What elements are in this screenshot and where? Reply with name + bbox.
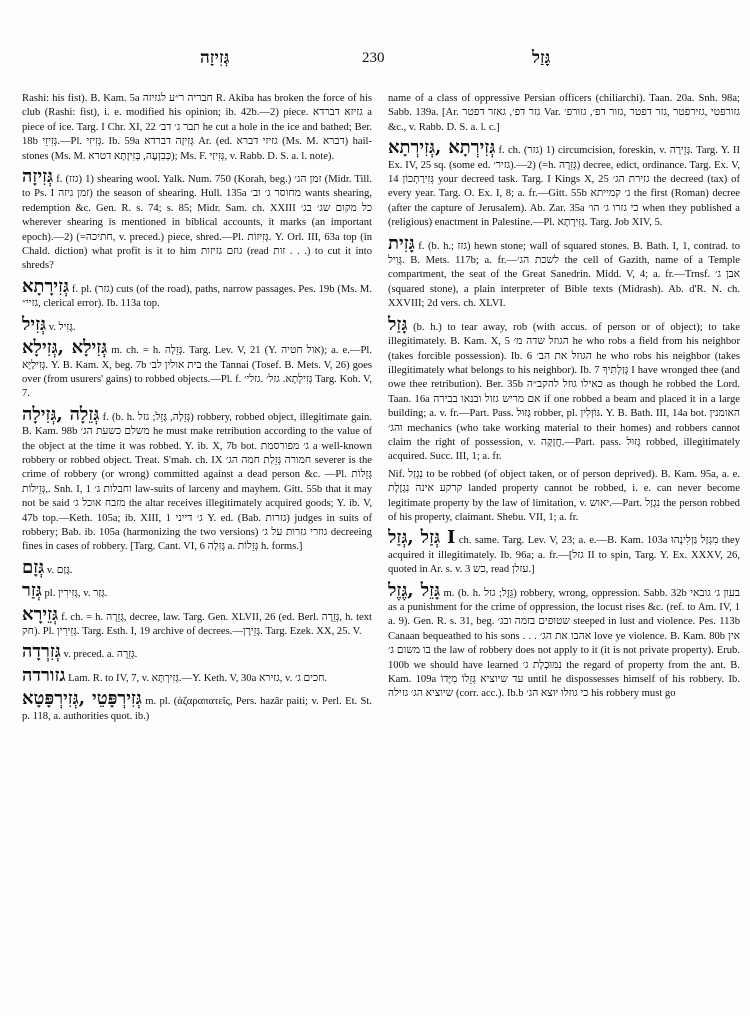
entry-headword: גְּזִיל [22, 313, 47, 335]
entry-headword: גָּזֵל ,גֶּזֶל [388, 579, 441, 601]
entry-definition: m. (b. h. גֵּזֶל; גזל) robbery, wrong, oppression. Sabb. 32b בעון ג׳ גובאי as a punishment for the crime of oppression, the locust rises &c. (ref. to Am. IV, 1 a. 9). Gen. R. s. 31, beg. שטופים בזמה ובג׳ steeped in lust and violence. Pes. 113b Canaan bequeathed to his sons . . . אהבו את הג׳ love ye violence. B. Kam. 80b אין בו משום ג׳ the law of robbery does not apply to it (it is not private property). Erub. 100b we should have learned נִמּוּכְלָת ג׳ the regard of property from the ant. B. Kam. 109a עד שיוציא גְּזֵלוֹ מִיָּדוֹ until he dispossesses himself of his robbery. Ib. שיוציא הג׳ גזילה (corr. acc.). Ib.b כי גוזלו יוצא הג׳ his robbery must go [388, 587, 740, 700]
page-header [0, 48, 750, 78]
dictionary-entry [22, 689, 372, 724]
dictionary-entry [388, 92, 740, 135]
dictionary-entry [22, 405, 372, 555]
entry-headword: גְּזִיזָה [22, 166, 54, 188]
dictionary-entry [388, 468, 740, 526]
entry-definition: f. pl. (גזר) cuts (of the road), paths, narrow passages. Pes. 19b (Ms. M. גזיי״, clerical error). Ib. 113a top. [22, 283, 372, 310]
entry-headword: גְּזִרְדָה [22, 641, 61, 663]
entry-definition: m. ch. = h. גְּזֵלָה. Targ. Lev. V, 21 (Y. אול חטיה); a. e.—Pl. גְּזִילַיָּא. Y. B. Kam. X, beg. 7b בית אולין לב׳ the Tannai (Tosef. B. Mets. V, 26) goes over (from usurers' gains) to robbed objects.—Pl. f. גְּזִילָתָא. גזל׳ .גזלי׳ Targ. Koh. V, 7. [22, 345, 372, 400]
entry-definition: Nif. נִגְזַל to be robbed (of object taken, or of person deprived). B. Kam. 95a, a. e. קרקע אינה נִגְזֶלֶת landed property cannot be robbed, i. e. can never become legitimate property by the law of limitation, v. יאוש.—Part. נִגְזָל the person robbed of his property, claimant. Shebu. VII, 1; a. fr. [388, 468, 740, 523]
dictionary-entry [22, 605, 372, 640]
entry-definition: f. (גזז) 1) shearing wool. Yalk. Num. 750 (Korah, beg.) זמן הג׳ (Midr. Till. to Ps. I זמן גיזה) the season of shearing. Hull. 135a מחוסר ג׳ וב׳ wants shearing, redemption &c. Gen. R. s. 74; s. 85; Midr. Sam. ch. XXIII כל מקום שג׳ בג׳ wherever shearing is mentioned in biblical accounts, it marks (an important epoch).—2) (=חתיכה, v. preced.) piece, shred.—Pl. גְּזִיזוֹת. Y. Orl. III, 63a top (in Chald. diction) what profit is it to him גוזם גזיזות (read זות . . .) to cut it into shreds? [22, 174, 372, 272]
entry-headword: גְּזַל ,גְּזַל I [388, 527, 456, 549]
entry-headword: גְּזִילָא ,גְּזִילָא [22, 337, 108, 359]
left-column [22, 92, 372, 1007]
entry-headword: גְּזָם [22, 556, 45, 578]
entry-headword: גְּזִירְתָא ,גְּזִירְתָא [388, 137, 496, 159]
entry-definition: Rashi: his fist). B. Kam. 5a חבריה ר״ע לגזיזה R. Akiba has broken the force of his club (Rashi: fist), i. e. modified his opinion; ib. 42b.—2) piece. גזיזא דברדא a piece of ice. Targ. I Chr. XI, 22 תבר ג׳ דב׳ he cut a hole in the ice and bathed; Ber. 18b גְּזִיזֵי.—Pl. גְּזִיזִי. Ib. 59a גְּזִיזָה דברדא Ar. (ed. גזיזי דברא (Ms. M. דברא) hail-stones (Ms. M. כְּבִזְעָה, בְּזִיזָתָא דטרא); Ms. F. גְּזִיזַי, v. Rabb. D. S. a. l. note). [22, 93, 372, 162]
entry-definition: m. pl. (ἀζαραπατεῖς, Pers. hazâr paiti; v. Perl. Et. St. p. 118, a. authorities quot. ib.) [22, 696, 372, 722]
entry-definition: f. (b. h. גְּזֵלָה, גָּזֵל; גזל) robbery, robbed object, illegitimate gain. B. Kam. 98b משלם כשעת הג׳ he must make retribution according to the value of the object at the time it was robbed. Y. ib. X, 7b bot. ג׳ מפורסמת a well-known robbery or robbed object. Treat. S'mah. ch. IX חמורה גְּזֵלַת חמה הג׳ severer is the crime of robbery (or wrong) committed against a dead person &c. —Pl. גְּזֵלוֹת ,גְּזֵילוֹת. Snh. I, 1 וחבלות ג׳ law-suits of larceny and mayhem. Gitt. 55b that it may not be said מזבח אוכל ג׳ the altar receives illegitimately acquired goods; Y. ib. V, 47b top.—Keth. 105a; ib. XIII, 1 ג׳ דייני Y. ed. (Bab. גזרות) judges in suits of robbery; Bab. ib. 105a (harmonizing the two versions) גוזרי גזרות על ג׳ decreeing fines in cases of robbery. [Targ. Cant. VI, 6 גְּזִלָה a. גְּזֵלוֹת h. forms.] [22, 411, 372, 553]
dictionary-entry [22, 666, 372, 686]
entry-headword: גָּזַל [388, 313, 408, 335]
dictionary-entry [388, 581, 740, 702]
dictionary-entry [388, 138, 740, 230]
dictionary-entry [22, 315, 372, 335]
dictionary-entry [22, 581, 372, 601]
entry-headword: גְּזֵלָה ,גְּזִילָה [22, 403, 100, 425]
entry-headword: גְּזַר [22, 580, 42, 602]
entry-definition: f. ch. = h. גְּזֵרָה, decree, law. Targ. Gen. XLVII, 26 (ed. Berl. גְּזֵרָה, h. text חק). Pl. גְּזֵירִין. Targ. Esth. I, 19 archive of decrees.—גְּזֵירָן. Targ. Ezek. XX, 25. V. [22, 611, 372, 637]
entry-headword: גָּזִית [388, 232, 415, 254]
dictionary-entry [22, 167, 372, 274]
dictionary-entry [388, 234, 740, 312]
dictionary-entry [388, 315, 740, 465]
entry-headword: גזורדה [22, 664, 66, 686]
dictionary-entry [22, 277, 372, 312]
entry-definition: f. ch. (גזר) 1) circumcision, foreskin, v. גְּזֵירָה. Targ. Y. II Ex. IV, 25 sq. (some ed. גזיר׳).—2) (=h. גְּזֵרָה) decree, edict, ordinance. Targ. Ex. V, 14 גְּזִירַתְכוֹן your decreed task. Targ. I Kings X, 25 גזירת הג׳ the decreed (tax) of every year. Targ. O. Ex. I, 8; a. fr.—Gitt. 55b ג׳ קמייתא the first (Roman) decree (after the capture of Jerusalem). Ab. Zar. 35a כי גזרו ג׳ הו׳ when they published a (religious) enactment in Palestine.—Pl. גְּזִירָתָא. Targ. Job XIV, 5. [388, 145, 740, 229]
entry-definition: pl. גְּזִירִין, v. גְּזַר. [44, 588, 108, 600]
right-column [388, 92, 740, 1007]
running-head-right: גָּזַל [532, 48, 551, 68]
entry-headword: גְּזִירְפָּטֵי ,גְּזִירְפָּטָא [22, 688, 142, 710]
entry-definition: ch. same. Targ. Lev. V, 23; a. e.—B. Kam. 103a מִגְזַל גַּזְלִינְהוּ they acquired it illegitimately. Ib. 96a; a. fr.—[גזל II to spin, Targ. Y. Ex. XXXV, 26, quoted in Ar. s. v. כש 3, read עזלן.] [388, 535, 740, 576]
entry-headword: גְּזִירָתָא [22, 275, 70, 297]
entry-definition: Lam. R. to IV, 7, v. גְּזִירְתָּא.—Y. Keth. V, 30a גזירא, v. חכים ג׳. [68, 672, 328, 684]
dictionary-entry [22, 338, 372, 402]
dictionary-entry [22, 558, 372, 578]
entry-headword: גְּזֵירָא [22, 603, 59, 625]
entry-definition: v. preced. a. גְּזֵרָה. [63, 649, 138, 661]
dictionary-entry [22, 92, 372, 164]
running-head-left: גְּזִיזָה [200, 48, 230, 68]
dictionary-entry [388, 528, 740, 577]
entry-definition: (b. h.) to tear away, rob (with accus. of person or of object); to take illegitimately. B. Kam. X, 5 הגוזל שדה מ׳ he who robs a field from his neighbor (takes forcible possession). Ib. 6 הגוזל את הב׳ he who robs his neighbor (takes illegitimately what belongs to his neighbor). Ib. 7 גְּזַלְתִּיךָ I have wronged thee (and owe thee retribution). Ber. 35b כאילו גוזל להקב״ה as though he robbed the Lord. Taan. 16a אם מריש גזול ובנאו בבירה if one robbed a beam and placed it in a large building; a. v. fr.—Part. Pass. גָּזוּל robber, pl. גּוֹזְלִין. Y. B. Bath. III, 14a bot. האומנין והג׳ mechanics (who take working material to their homes) and robbers cannot claim the right of possession, v. חֲזָקָה.—Part. pass. גָּזוּל robbed, illegitimately acquired. Succ. III, 1; a. fr. [388, 321, 740, 463]
entry-definition: f. (b. h.; גזז) hewn stone; wall of squared stones. B. Bath. I, 1, contrad. to גְּוִיל. B. Mets. 117b; a. fr.—לשכת הג׳ the cell of Gazith, name of a Temple compartment, the seat of the Great Sanedrin. Midd. V, 4; a. fr.—Trnsf. אבן ג׳ (squared stone), a plain interpreter of Bible texts (Midrash). Ab. d'R. N. ch. XXVIII; 2d vers. ch. XLVI. [388, 240, 740, 310]
entry-definition: v. גָּזִיל. [48, 321, 76, 333]
entry-definition: name of a class of oppressive Persian officers (chiliarchi). Taan. 20a. Snh. 98a; Sabb. 139a. [Ar. גזר דפ׳, גאזר דפטר Var. גזורפטי ,גזירפטר ,גזר דפטר ,גזור דפ׳, גזורפ׳ &c., v. Rabb. D. S. a. l. c.] [388, 93, 740, 133]
entry-definition: v. גָּזַם. [46, 564, 73, 576]
page-number: 230 [362, 50, 385, 66]
dictionary-entry [22, 642, 372, 662]
